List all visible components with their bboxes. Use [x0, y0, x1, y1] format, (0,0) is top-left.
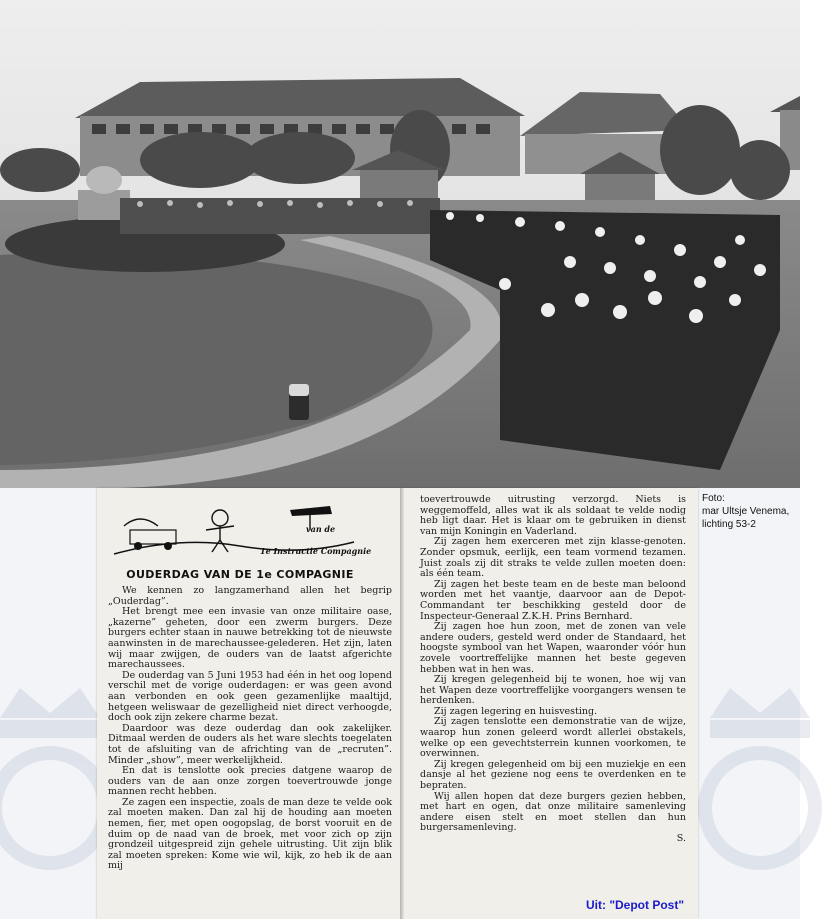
article-paragraph: De ouderdag van 5 Juni 1953 had één in het oog lopend verschil met de vorige ouderdagen: er was geen avond aan verbonden en ook geen gezamenlijke maaltijd, hetgeen weliswaar de gezelligheid niet direct verhoogde, doch ook zijn zekere charme bezat.	[108, 669, 392, 724]
article-paragraph: Zij zagen tenslotte een demonstratie van de wijze, waarop hun zonen geleerd wordt allerlei obstakels, welke op een gevechtsterrein kunnen voorkomen, te overwinnen.	[420, 716, 686, 760]
article-paragraph: We kennen zo langzamerhand allen het begrip „Ouderdag”.	[108, 585, 392, 607]
article-paragraph: Het brengt mee een invasie van onze militaire oase, „kazerne” geheten, door een zwerm burgers. Deze burgers echter staan in nauwe betrekking tot de nieuwste aanwinsten in de marechaussee-gelederen. Het zijn, laten wij maar zwijgen, de ouders van de laatst afgerichte marechaussees.	[108, 606, 392, 671]
article-paragraph: En dat is tenslotte ook precies datgene waarop de ouders van de aan onze zorgen toevertrouwde jonge mannen recht hebben.	[108, 765, 392, 798]
article-right-column	[420, 495, 686, 845]
company-logo-drawing	[110, 496, 372, 560]
article-title: OUDERDAG VAN DE 1e COMPAGNIE	[126, 568, 354, 581]
source-label: Uit: "Depot Post"	[586, 898, 685, 912]
book-gutter	[400, 488, 404, 919]
article-signature: S.	[676, 833, 686, 844]
article-paragraph: Daardoor was deze ouderdag dan ook zakelijker. Ditmaal werden de ouders als het ware slechts toegelaten tot de afsluiting van de africhting van de „recruten”. Minder „show”, meer werkelijkheid.	[108, 722, 392, 766]
article-paragraph: Zij zagen legering en huisvesting.	[434, 705, 598, 717]
article-left-column	[108, 586, 392, 872]
article-paragraph: toevertrouwde uitrusting verzorgd. Niets is weggemoffeld, alles wat ik als soldaat te velde nodig heb ligt daar. Het is klaar om te gebruiken in dienst van mijn Koningin en Vaderland.	[420, 494, 686, 537]
photo-credit-line: Foto:	[702, 493, 725, 504]
article-paragraph: Zij zagen hem exerceren met zijn klasse-genoten. Zonder opsmuk, eerlijk, een team vormend tezamen. Juist zoals zij dit straks te velde zullen moeten doen: als één team.	[420, 536, 686, 580]
photo-credit-line: mar Ultsje Venema,	[702, 506, 790, 517]
logo-van-de: van de	[306, 524, 336, 534]
article-paragraph: Zij kregen gelegenheid bij te wonen, hoe wij van het Wapen deze voortreffelijke voorgangers wensen te herdenken.	[420, 674, 686, 707]
photo-credit	[702, 492, 802, 531]
crown-watermark-icon	[690, 678, 830, 898]
article-paragraph: Zij zagen hoe hun zoon, met de zonen van vele andere ouders, gesteld werd onder de Standaard, het hoogste symbool van het Wapen, waaronder vóór hun zovele voortreffelijke mannen het beste gegeven hebben wat in hen was.	[420, 621, 686, 675]
article-paragraph: Wij allen hopen dat deze burgers gezien hebben, met hart en ogen, dat onze militaire samenleving andere eisen stelt en moet stellen dan hun burgersamenleving.	[420, 790, 686, 834]
article-paragraph: Zij kregen gelegenheid om bij een muziekje en een dansje al het geziene nog eens te overdenken en te bepraten.	[420, 758, 686, 792]
photo-credit-line: lichting 53-2	[702, 519, 756, 530]
logo-company-name: 1e Instructie Compagnie	[260, 546, 372, 556]
article-paragraph: Zij zagen het beste team en de beste man beloond worden met het vaantje, daarvoor aan de Depot-Commandant ter beschikking gesteld door de Inspecteur-Generaal Z.K.H. Prins Bernhard.	[420, 578, 686, 622]
article-paragraph: Ze zagen een inspectie, zoals de man deze te velde ook zal moeten maken. Dan zal hij de houding aan moeten nemen, fier, met open oogopslag, de borst vooruit en de duim op de naad van de broek, met voor zich op zijn grondzeil uitgespreid zijn gehele uitrusting. Uit zijn blik zal moeten spreken: Kome wie wil, kijk, zo heb ik de aan mij	[108, 796, 392, 872]
